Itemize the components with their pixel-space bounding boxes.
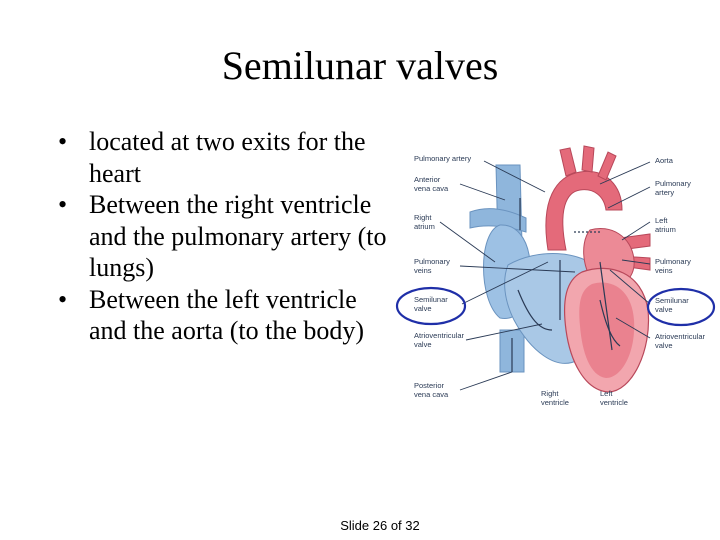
label-semilunar-valve-right: Semilunar valve <box>655 296 689 314</box>
bullet-text: located at two exits for the heart <box>89 127 366 188</box>
label-atrioventricular-valve: Atrioventricular valve <box>414 331 465 349</box>
bullet-dot-icon: • <box>58 127 68 156</box>
label-pulmonary-artery-right: Pulmonary artery <box>655 179 691 197</box>
slide-number: Slide 26 of 32 <box>340 518 420 533</box>
label-pulmonary-veins-right: Pulmonary veins <box>655 257 691 275</box>
bullet-text: Between the right ventricle and the pulmonary artery (to lungs) <box>89 190 387 282</box>
label-left-ventricle: Left ventricle <box>600 389 628 407</box>
leader-line <box>460 372 512 390</box>
label-right-atrium: Right atrium <box>414 213 435 231</box>
heart-illustration <box>470 146 650 392</box>
label-semilunar-valve: Semilunar valve <box>414 295 448 313</box>
bullet-text: Between the left ventricle and the aorta (to the body) <box>89 284 365 345</box>
bullet-dot-icon: • <box>58 284 68 314</box>
slide-title: Semilunar valves <box>221 43 499 88</box>
label-left-atrium: Left atrium <box>655 216 676 234</box>
label-aorta: Aorta <box>655 156 673 165</box>
label-pulmonary-artery: Pulmonary artery <box>414 154 472 163</box>
label-anterior-vena-cava: Anterior vena cava <box>414 175 449 193</box>
label-pulmonary-veins: Pulmonary veins <box>414 257 450 275</box>
label-atrioventricular-valve-right: Atrioventricular valve <box>655 332 706 350</box>
label-right-ventricle: Right ventricle <box>541 389 569 407</box>
label-posterior-vena-cava: Posterior vena cava <box>414 381 449 399</box>
bullet-dot-icon: • <box>58 190 68 219</box>
